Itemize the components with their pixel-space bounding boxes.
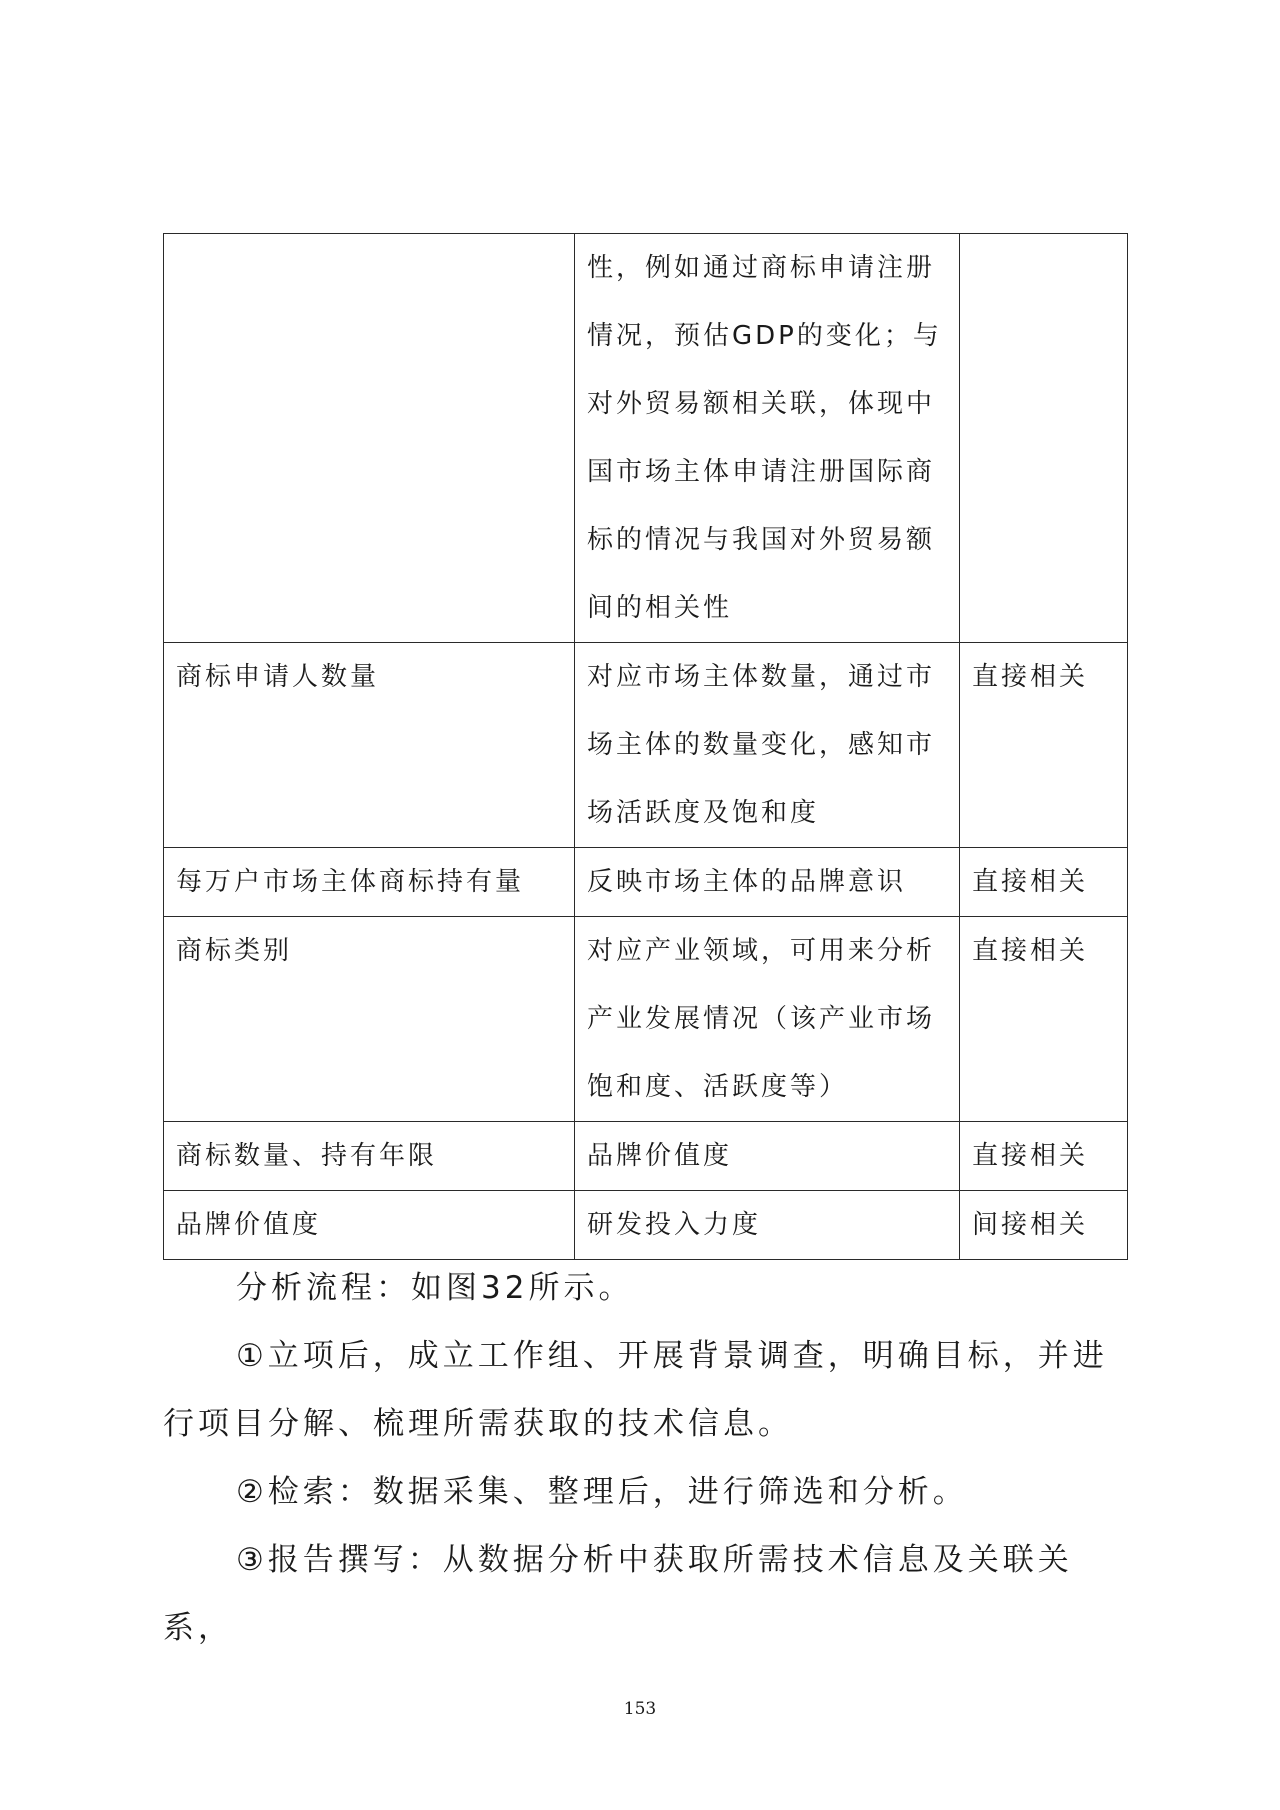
paragraph: ①立项后，成立工作组、开展背景调查，明确目标，并进行项目分解、梳理所需获取的技术信息。	[163, 1338, 1108, 1442]
relation-cell: 直接相关	[960, 643, 1128, 848]
meaning-cell: 研发投入力度	[575, 1191, 960, 1260]
paragraph: ②检索：数据采集、整理后，进行筛选和分析。	[236, 1474, 968, 1510]
indicator-cell: 商标申请人数量	[164, 643, 575, 848]
table-row	[164, 917, 1128, 1122]
indicator-cell	[164, 234, 575, 643]
meaning-cell: 品牌价值度	[575, 1122, 960, 1191]
indicator-cell: 商标数量、持有年限	[164, 1122, 575, 1191]
meaning-cell: 对应市场主体数量，通过市场主体的数量变化，感知市场活跃度及饱和度	[575, 643, 960, 848]
indicator-table	[163, 233, 1128, 1260]
relation-cell: 直接相关	[960, 848, 1128, 917]
paragraph: ③报告撰写：从数据分析中获取所需技术信息及关联关系，	[163, 1542, 1073, 1646]
table-row	[164, 643, 1128, 848]
relation-cell: 直接相关	[960, 1122, 1128, 1191]
meaning-cell: 性，例如通过商标申请注册情况，预估GDP的变化；与对外贸易额相关联，体现中国市场主体申请注册国际商标的情况与我国对外贸易额间的相关性	[575, 234, 960, 643]
indicator-cell: 商标类别	[164, 917, 575, 1122]
meaning-cell: 反映市场主体的品牌意识	[575, 848, 960, 917]
paragraph: 分析流程：如图32所示。	[236, 1270, 634, 1306]
meaning-cell: 对应产业领域，可用来分析产业发展情况（该产业市场饱和度、活跃度等）	[575, 917, 960, 1122]
indicator-cell: 品牌价值度	[164, 1191, 575, 1260]
table-row	[164, 234, 1128, 643]
table-row	[164, 1122, 1128, 1191]
relation-cell: 间接相关	[960, 1191, 1128, 1260]
page-number: 153	[623, 1699, 657, 1719]
relation-cell	[960, 234, 1128, 643]
table-row	[164, 848, 1128, 917]
indicator-cell: 每万户市场主体商标持有量	[164, 848, 575, 917]
relation-cell: 直接相关	[960, 917, 1128, 1122]
table-row	[164, 1191, 1128, 1260]
body-text	[163, 1254, 1127, 1662]
